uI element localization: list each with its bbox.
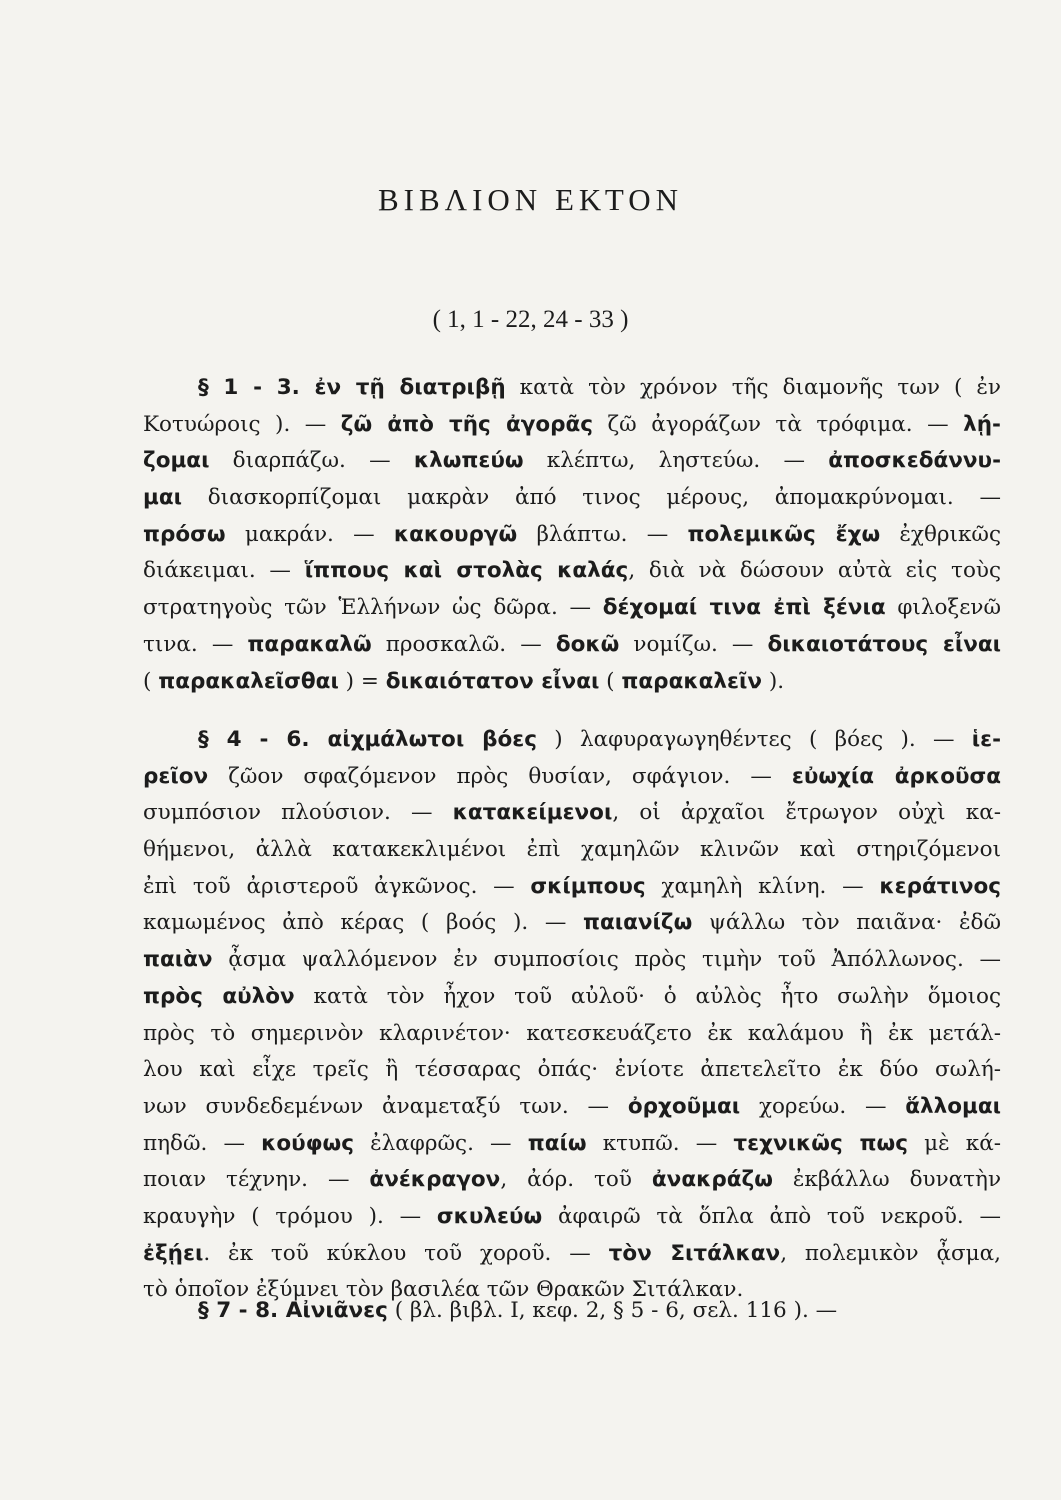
headword: μαι: [143, 485, 182, 511]
book-title: ΒΙΒΛΙΟΝ ΕΚΤΟΝ: [377, 182, 684, 217]
gloss-text: μὲ κά-: [907, 1130, 1001, 1156]
text-line: [143, 869, 1003, 906]
headword: § 4 - 6. αἰχμάλωτοι βόες: [198, 727, 538, 752]
headword: σκίμπους: [530, 873, 646, 899]
gloss-text: διασκορπίζομαι μακρὰν ἀπό τινος μέρους, ἀπομακρύνομαι. —: [181, 485, 1001, 511]
gloss-text: κατὰ τὸν ἦχον τοῦ αὐλοῦ· ὁ αὐλὸς ἦτο σωλὴν ὅμοιος: [294, 983, 1001, 1009]
gloss-text: ἐλαφρῶς. —: [353, 1130, 528, 1156]
headword: τεχνικῶς πως: [733, 1130, 908, 1156]
gloss-text: βλάπτω. —: [517, 521, 688, 547]
gloss-text: ἀφαιρῶ τὰ ὅπλα ἀπὸ τοῦ νεκροῦ. —: [542, 1203, 1001, 1229]
section-4-6: [143, 722, 1003, 1309]
gloss-text: ζῶ ἀγοράζων τὰ τρόφιμα. —: [593, 411, 964, 437]
gloss-text: κλέπτω, ληστεύω. —: [523, 448, 829, 474]
gloss-text: στρατηγοὺς τῶν Ἑλλήνων ὡς δῶρα. —: [143, 595, 603, 621]
text-line: [143, 979, 1003, 1016]
section-1-3: [143, 370, 1003, 700]
headword: κακουργῶ: [393, 521, 518, 547]
headword: κατακείμενοι: [452, 800, 613, 826]
text-line: [143, 759, 1003, 796]
text-line: [143, 370, 1003, 407]
headword: τὸν Σιτάλκαν: [608, 1240, 781, 1266]
headword: ἐξῄει: [143, 1240, 204, 1266]
headword: ἀποσκεδάννυ-: [828, 448, 1001, 474]
headword: πολεμικῶς ἔχω: [687, 521, 881, 547]
gloss-text: ).: [762, 668, 785, 694]
gloss-text: ἐκβάλλω δυνατὴν: [772, 1167, 1002, 1193]
text-line: [143, 1293, 1003, 1330]
gloss-text: λου καὶ εἶχε τρεῖς ἢ τέσσαρας ὀπάς· ἐνίοτε ἀπετελεῖτο ἐκ δύο σωλή-: [143, 1057, 1001, 1083]
text-line: [143, 627, 1003, 664]
section-7-8: [143, 1293, 1003, 1330]
gloss-text: κτυπῶ. —: [586, 1130, 734, 1156]
gloss-text: φιλοξενῶ: [885, 595, 1001, 621]
headword: § 1 - 3. ἐν τῇ διατριβῇ: [198, 375, 506, 400]
gloss-text: πρὸς τὸ σημερινὸν κλαρινέτον· κατεσκευάζετο ἐκ καλάμου ἢ ἐκ μετάλ-: [143, 1020, 1001, 1046]
gloss-text: , πολεμικὸν ᾆσμα,: [780, 1240, 1001, 1266]
headword: ζῶ ἀπὸ τῆς ἀγορᾶς: [340, 411, 594, 437]
headword: παίω: [527, 1130, 587, 1156]
text-line: [143, 590, 1003, 627]
text-line: [143, 942, 1003, 979]
gloss-text: μακράν. —: [225, 521, 394, 547]
headword: κεράτινος: [879, 873, 1002, 899]
gloss-text: ( βλ. βιβλ. Ι, κεφ. 2, § 5 - 6, σελ. 116 ). —: [387, 1298, 838, 1323]
headword: ἅλλομαι: [905, 1093, 1001, 1119]
text-line: [143, 832, 1003, 869]
gloss-text: συμπόσιον πλούσιον. —: [143, 800, 453, 826]
text-line: [143, 553, 1003, 590]
gloss-text: ζῶον σφαζόμενον πρὸς θυσίαν, σφάγιον. —: [208, 763, 792, 789]
gloss-text: προσκαλῶ. —: [371, 631, 556, 657]
gloss-text: κατὰ τὸν χρόνον τῆς διαμονῆς των ( ἐν: [505, 375, 1001, 400]
text-line: [143, 1126, 1003, 1163]
headword: δέχομαί τινα ἐπὶ ξένια: [602, 595, 886, 621]
headword: ρεῖον: [143, 763, 209, 789]
headword: ὀρχοῦμαι: [627, 1093, 741, 1119]
text-line: [143, 1199, 1003, 1236]
headword: ἀνέκραγον: [369, 1167, 501, 1193]
headword: πρόσω: [143, 521, 226, 547]
headword: ἵππους καὶ στολὰς καλάς: [304, 558, 629, 584]
gloss-text: ψάλλω τὸν παιᾶνα· ἐδῶ: [692, 910, 1001, 936]
headword: παιὰν: [143, 947, 213, 973]
text-line: [143, 795, 1003, 832]
text-line: [143, 480, 1003, 517]
text-line: [143, 905, 1003, 942]
text-line: [143, 664, 1003, 701]
gloss-text: , διὰ νὰ δώσουν αὐτὰ εἰς τοὺς: [628, 558, 1002, 584]
gloss-text: χορεύω. —: [740, 1093, 906, 1119]
gloss-text: ποιαν τέχνην. —: [143, 1167, 370, 1193]
text-line: [143, 1089, 1003, 1126]
headword: κλωπεύω: [413, 448, 524, 474]
gloss-text: ) λαφυραγωγηθέντες ( βόες ). —: [537, 727, 972, 752]
headword: ἀνακράζω: [651, 1167, 773, 1193]
gloss-text: καμωμένος ἀπὸ κέρας ( βοός ). —: [143, 910, 583, 936]
headword: παρακαλεῖν: [621, 668, 762, 694]
headword: πρὸς αὐλὸν: [143, 983, 295, 1009]
gloss-text: πηδῶ. —: [143, 1130, 262, 1156]
gloss-text: , οἱ ἀρχαῖοι ἔτρωγον οὐχὶ κα-: [612, 800, 1001, 826]
gloss-text: κραυγὴν ( τρόμου ). —: [143, 1203, 437, 1229]
headword: παιανίζω: [582, 910, 693, 936]
headword: σκυλεύω: [436, 1203, 543, 1229]
text-line: [143, 722, 1003, 759]
text-line: [143, 1236, 1003, 1273]
text-line: [143, 407, 1003, 444]
gloss-text: χαμηλὴ κλίνη. —: [645, 873, 880, 899]
gloss-text: . ἐκ τοῦ κύκλου τοῦ χοροῦ. —: [203, 1240, 609, 1266]
gloss-text: διαρπάζω. —: [209, 448, 414, 474]
headword: δικαιότατον εἶναι: [385, 668, 600, 694]
gloss-text: (: [599, 668, 622, 694]
headword: § 7 - 8. Αἰνιᾶνες: [198, 1298, 388, 1323]
gloss-text: , ἀόρ. τοῦ: [500, 1167, 652, 1193]
gloss-text: τινα. —: [143, 631, 248, 657]
gloss-text: ἐπὶ τοῦ ἀριστεροῦ ἀγκῶνος. —: [143, 873, 531, 899]
text-line: [143, 517, 1003, 554]
text-line: [143, 443, 1003, 480]
headword: ἱε-: [971, 727, 1001, 752]
text-line: [143, 1016, 1003, 1053]
chapter-range: ( 1, 1 - 22, 24 - 33 ): [432, 306, 629, 333]
headword: κούφως: [261, 1130, 354, 1156]
headword: παρακαλεῖσθαι: [158, 668, 339, 694]
gloss-text: ἐχθρικῶς: [880, 521, 1001, 547]
gloss-text: ᾆσμα ψαλλόμενον ἐν συμποσίοις πρὸς τιμὴν τοῦ Ἀπόλλωνος. —: [212, 947, 1002, 973]
gloss-text: ) =: [338, 668, 386, 694]
gloss-text: θήμενοι, ἀλλὰ κατακεκλιμένοι ἐπὶ χαμηλῶν κλινῶν καὶ στηριζόμενοι: [143, 837, 1001, 863]
gloss-text: νων συνδεδεμένων ἀναμεταξύ των. —: [143, 1093, 628, 1119]
gloss-text: διάκειμαι. —: [143, 558, 305, 584]
headword: εὐωχία ἀρκοῦσα: [791, 763, 1001, 789]
gloss-text: (: [143, 668, 159, 694]
headword: ζομαι: [143, 448, 210, 474]
headword: δικαιοτάτους εἶναι: [767, 631, 1001, 657]
headword: παρακαλῶ: [247, 631, 372, 657]
text-line: [143, 1162, 1003, 1199]
text-line: [143, 1052, 1003, 1089]
gloss-text: τὸ ὁποῖον ἐξύμνει τὸν βασιλέα τῶν Θρακῶν Σιτάλκαν.: [143, 1277, 744, 1303]
gloss-text: νομίζω. —: [619, 631, 768, 657]
headword: λῄ-: [963, 411, 1001, 437]
gloss-text: Κοτυώροις ). —: [143, 411, 341, 437]
headword: δοκῶ: [555, 631, 620, 657]
